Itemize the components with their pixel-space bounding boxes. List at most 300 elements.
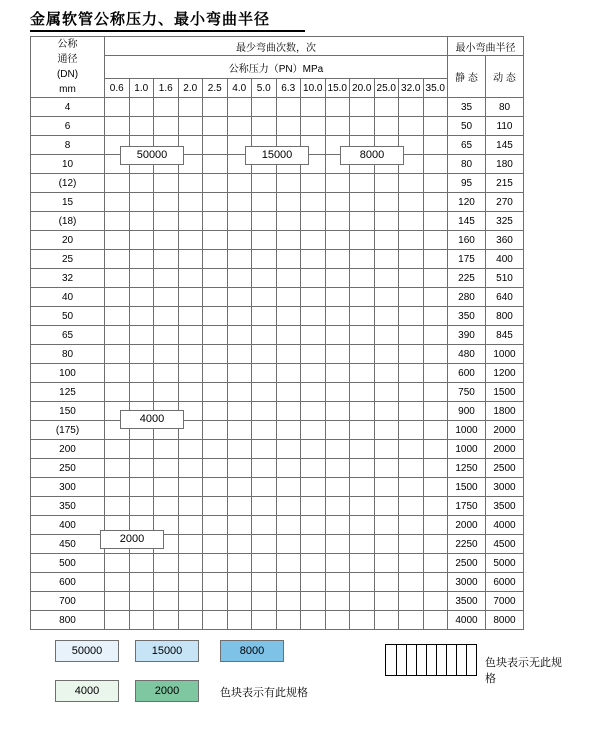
cell-radius-dynamic: 1200 xyxy=(486,364,524,383)
cell-pn-6.3 xyxy=(276,497,301,516)
cell-pn-2.0 xyxy=(178,117,203,136)
hatch-line xyxy=(466,645,467,675)
cell-pn-1.0 xyxy=(129,364,154,383)
cell-pn-2.0 xyxy=(178,193,203,212)
cell-pn-25.0 xyxy=(374,117,399,136)
cell-pn-6.3 xyxy=(276,117,301,136)
hatch-line xyxy=(406,645,407,675)
cell-pn-15.0 xyxy=(325,516,350,535)
cell-pn-6.3 xyxy=(276,440,301,459)
cell-pn-20.0 xyxy=(350,193,375,212)
cell-pn-0.6 xyxy=(105,554,130,573)
header-pn-15.0: 15.0 xyxy=(325,79,350,98)
cell-pn-2.5 xyxy=(203,117,228,136)
legend xyxy=(30,636,570,716)
cell-pn-5.0 xyxy=(252,592,277,611)
cell-pn-2.5 xyxy=(203,155,228,174)
cell-pn-2.5 xyxy=(203,193,228,212)
cell-pn-15.0 xyxy=(325,250,350,269)
hatch-line xyxy=(436,645,437,675)
cell-pn-32.0 xyxy=(399,421,424,440)
cell-pn-20.0 xyxy=(350,592,375,611)
cell-radius-dynamic: 510 xyxy=(486,269,524,288)
cell-pn-4.0 xyxy=(227,288,252,307)
cell-pn-10.0 xyxy=(301,193,326,212)
cell-pn-4.0 xyxy=(227,174,252,193)
cell-radius-static: 1000 xyxy=(448,440,486,459)
cell-pn-32.0 xyxy=(399,117,424,136)
cell-pn-10.0 xyxy=(301,383,326,402)
cell-pn-10.0 xyxy=(301,535,326,554)
cell-radius-static: 50 xyxy=(448,117,486,136)
cell-pn-32.0 xyxy=(399,174,424,193)
cell-pn-35.0 xyxy=(423,307,448,326)
cell-radius-dynamic: 325 xyxy=(486,212,524,231)
cell-pn-20.0 xyxy=(350,326,375,345)
cell-pn-2.5 xyxy=(203,402,228,421)
cell-pn-25.0 xyxy=(374,573,399,592)
cell-pn-15.0 xyxy=(325,193,350,212)
header-pn-2.5: 2.5 xyxy=(203,79,228,98)
cell-pn-1.0 xyxy=(129,440,154,459)
cell-pn-1.6 xyxy=(154,212,179,231)
cell-radius-static: 1750 xyxy=(448,497,486,516)
cell-dn: 300 xyxy=(31,478,105,497)
cell-pn-1.6 xyxy=(154,174,179,193)
cell-pn-25.0 xyxy=(374,345,399,364)
cell-pn-35.0 xyxy=(423,288,448,307)
cell-pn-6.3 xyxy=(276,402,301,421)
header-pn-10.0: 10.0 xyxy=(301,79,326,98)
cell-pn-15.0 xyxy=(325,345,350,364)
cell-pn-10.0 xyxy=(301,98,326,117)
cell-pn-15.0 xyxy=(325,383,350,402)
cell-pn-0.6 xyxy=(105,497,130,516)
cell-radius-dynamic: 8000 xyxy=(486,611,524,630)
cell-pn-5.0 xyxy=(252,440,277,459)
cell-pn-5.0 xyxy=(252,611,277,630)
cell-pn-20.0 xyxy=(350,364,375,383)
cell-pn-2.5 xyxy=(203,573,228,592)
cell-radius-dynamic: 6000 xyxy=(486,573,524,592)
cell-dn: 100 xyxy=(31,364,105,383)
cell-pn-1.0 xyxy=(129,497,154,516)
cell-pn-5.0 xyxy=(252,573,277,592)
cell-pn-20.0 xyxy=(350,98,375,117)
cell-pn-10.0 xyxy=(301,497,326,516)
cell-dn: 8 xyxy=(31,136,105,155)
cell-pn-2.0 xyxy=(178,250,203,269)
cell-pn-0.6 xyxy=(105,573,130,592)
cell-pn-20.0 xyxy=(350,345,375,364)
cell-pn-6.3 xyxy=(276,307,301,326)
cell-pn-15.0 xyxy=(325,269,350,288)
cell-pn-1.0 xyxy=(129,117,154,136)
table-header xyxy=(31,37,524,98)
cell-pn-5.0 xyxy=(252,364,277,383)
cell-pn-2.5 xyxy=(203,497,228,516)
cell-pn-0.6 xyxy=(105,288,130,307)
table-row xyxy=(31,459,524,478)
cell-pn-4.0 xyxy=(227,421,252,440)
cell-pn-25.0 xyxy=(374,611,399,630)
cell-radius-static: 3000 xyxy=(448,573,486,592)
cell-pn-0.6 xyxy=(105,440,130,459)
cell-pn-25.0 xyxy=(374,592,399,611)
cell-pn-5.0 xyxy=(252,250,277,269)
table-row xyxy=(31,193,524,212)
cell-pn-1.0 xyxy=(129,326,154,345)
cell-radius-static: 225 xyxy=(448,269,486,288)
cell-pn-32.0 xyxy=(399,231,424,250)
cell-pn-0.6 xyxy=(105,611,130,630)
cell-pn-15.0 xyxy=(325,478,350,497)
cell-pn-4.0 xyxy=(227,611,252,630)
cell-pn-1.0 xyxy=(129,98,154,117)
cell-pn-20.0 xyxy=(350,535,375,554)
cell-radius-static: 80 xyxy=(448,155,486,174)
cell-pn-6.3 xyxy=(276,193,301,212)
cell-pn-2.0 xyxy=(178,326,203,345)
cell-pn-5.0 xyxy=(252,307,277,326)
cell-radius-dynamic: 640 xyxy=(486,288,524,307)
cell-dn: 40 xyxy=(31,288,105,307)
cell-pn-32.0 xyxy=(399,98,424,117)
cell-pn-25.0 xyxy=(374,307,399,326)
table-row xyxy=(31,212,524,231)
cell-pn-25.0 xyxy=(374,497,399,516)
cell-dn: 500 xyxy=(31,554,105,573)
cell-pn-15.0 xyxy=(325,364,350,383)
cell-pn-32.0 xyxy=(399,364,424,383)
cell-radius-static: 120 xyxy=(448,193,486,212)
cell-pn-2.5 xyxy=(203,592,228,611)
cell-pn-5.0 xyxy=(252,478,277,497)
cell-pn-0.6 xyxy=(105,250,130,269)
cell-dn: 80 xyxy=(31,345,105,364)
cell-pn-5.0 xyxy=(252,98,277,117)
cell-radius-dynamic: 4000 xyxy=(486,516,524,535)
table-row xyxy=(31,174,524,193)
cell-pn-4.0 xyxy=(227,592,252,611)
cell-pn-2.5 xyxy=(203,516,228,535)
cell-pn-2.0 xyxy=(178,269,203,288)
legend-item-50000: 50000 xyxy=(55,640,119,662)
cell-pn-1.6 xyxy=(154,345,179,364)
cell-pn-6.3 xyxy=(276,326,301,345)
cell-radius-dynamic: 400 xyxy=(486,250,524,269)
cell-pn-1.0 xyxy=(129,231,154,250)
cell-pn-32.0 xyxy=(399,573,424,592)
cell-pn-6.3 xyxy=(276,535,301,554)
cell-pn-2.0 xyxy=(178,497,203,516)
cell-pn-10.0 xyxy=(301,364,326,383)
cell-pn-10.0 xyxy=(301,459,326,478)
table-row xyxy=(31,592,524,611)
cell-pn-2.5 xyxy=(203,212,228,231)
cell-radius-dynamic: 4500 xyxy=(486,535,524,554)
cell-pn-15.0 xyxy=(325,535,350,554)
cell-pn-2.0 xyxy=(178,478,203,497)
cell-pn-5.0 xyxy=(252,459,277,478)
cell-pn-20.0 xyxy=(350,288,375,307)
cell-pn-20.0 xyxy=(350,117,375,136)
cell-pn-6.3 xyxy=(276,345,301,364)
cell-pn-10.0 xyxy=(301,231,326,250)
table-row xyxy=(31,497,524,516)
cell-dn: 50 xyxy=(31,307,105,326)
cell-radius-static: 1250 xyxy=(448,459,486,478)
header-pn-2.0: 2.0 xyxy=(178,79,203,98)
cell-pn-15.0 xyxy=(325,174,350,193)
header-pressure: 公称压力（PN）MPa xyxy=(105,56,448,79)
cell-pn-6.3 xyxy=(276,98,301,117)
cell-pn-2.5 xyxy=(203,231,228,250)
cell-pn-5.0 xyxy=(252,421,277,440)
cell-pn-35.0 xyxy=(423,326,448,345)
cell-pn-2.5 xyxy=(203,459,228,478)
cell-pn-32.0 xyxy=(399,307,424,326)
header-pn-1.0: 1.0 xyxy=(129,79,154,98)
cell-pn-4.0 xyxy=(227,231,252,250)
cell-pn-0.6 xyxy=(105,459,130,478)
cell-pn-5.0 xyxy=(252,497,277,516)
table-row xyxy=(31,307,524,326)
cell-pn-5.0 xyxy=(252,326,277,345)
cell-dn: 250 xyxy=(31,459,105,478)
table-body xyxy=(31,98,524,630)
cell-pn-1.0 xyxy=(129,592,154,611)
cell-pn-35.0 xyxy=(423,383,448,402)
cell-pn-0.6 xyxy=(105,269,130,288)
cell-pn-2.5 xyxy=(203,307,228,326)
cell-pn-1.6 xyxy=(154,326,179,345)
cell-pn-1.0 xyxy=(129,554,154,573)
cell-pn-5.0 xyxy=(252,231,277,250)
table-row xyxy=(31,402,524,421)
cell-pn-35.0 xyxy=(423,421,448,440)
cell-pn-35.0 xyxy=(423,98,448,117)
cell-radius-static: 95 xyxy=(448,174,486,193)
cell-pn-20.0 xyxy=(350,212,375,231)
cell-radius-static: 65 xyxy=(448,136,486,155)
table-row xyxy=(31,269,524,288)
cell-pn-10.0 xyxy=(301,440,326,459)
header-pn-5.0: 5.0 xyxy=(252,79,277,98)
cell-pn-10.0 xyxy=(301,573,326,592)
cell-pn-1.6 xyxy=(154,573,179,592)
table-row xyxy=(31,98,524,117)
cell-pn-2.5 xyxy=(203,174,228,193)
cell-pn-0.6 xyxy=(105,364,130,383)
cell-pn-32.0 xyxy=(399,345,424,364)
cell-pn-35.0 xyxy=(423,345,448,364)
cell-pn-10.0 xyxy=(301,345,326,364)
cell-pn-32.0 xyxy=(399,326,424,345)
cell-pn-32.0 xyxy=(399,212,424,231)
legend-note-has-spec: 色块表示有此规格 xyxy=(220,687,308,699)
header-dn xyxy=(31,37,105,98)
cell-pn-25.0 xyxy=(374,231,399,250)
cell-pn-4.0 xyxy=(227,193,252,212)
legend-item-4000: 4000 xyxy=(55,680,119,702)
cell-pn-25.0 xyxy=(374,364,399,383)
cell-pn-10.0 xyxy=(301,326,326,345)
cell-dn: (175) xyxy=(31,421,105,440)
cell-pn-1.0 xyxy=(129,174,154,193)
cell-pn-25.0 xyxy=(374,478,399,497)
cell-dn: 20 xyxy=(31,231,105,250)
header-pn-20.0: 20.0 xyxy=(350,79,375,98)
cell-pn-20.0 xyxy=(350,383,375,402)
cell-dn: (18) xyxy=(31,212,105,231)
cell-pn-20.0 xyxy=(350,516,375,535)
cell-pn-1.0 xyxy=(129,269,154,288)
cell-pn-4.0 xyxy=(227,345,252,364)
table-row xyxy=(31,383,524,402)
cell-pn-4.0 xyxy=(227,402,252,421)
cell-pn-6.3 xyxy=(276,421,301,440)
cell-pn-35.0 xyxy=(423,364,448,383)
cell-pn-1.0 xyxy=(129,212,154,231)
cell-pn-0.6 xyxy=(105,345,130,364)
cell-pn-25.0 xyxy=(374,212,399,231)
cell-pn-10.0 xyxy=(301,421,326,440)
cell-pn-15.0 xyxy=(325,421,350,440)
cell-pn-32.0 xyxy=(399,497,424,516)
cell-pn-20.0 xyxy=(350,421,375,440)
cell-pn-2.0 xyxy=(178,535,203,554)
cell-pn-1.6 xyxy=(154,478,179,497)
cell-pn-1.6 xyxy=(154,231,179,250)
hatch-line xyxy=(396,645,397,675)
cell-pn-25.0 xyxy=(374,554,399,573)
cell-pn-1.6 xyxy=(154,307,179,326)
cell-radius-dynamic: 215 xyxy=(486,174,524,193)
cell-radius-dynamic: 270 xyxy=(486,193,524,212)
cell-pn-1.0 xyxy=(129,573,154,592)
cell-pn-35.0 xyxy=(423,478,448,497)
cell-pn-25.0 xyxy=(374,326,399,345)
table-row xyxy=(31,440,524,459)
cell-pn-25.0 xyxy=(374,535,399,554)
cell-pn-0.6 xyxy=(105,307,130,326)
cell-pn-0.6 xyxy=(105,212,130,231)
cell-pn-2.5 xyxy=(203,250,228,269)
page-title: 金属软管公称压力、最小弯曲半径 xyxy=(30,10,271,28)
cell-pn-4.0 xyxy=(227,212,252,231)
table-row xyxy=(31,288,524,307)
table-row xyxy=(31,231,524,250)
cell-pn-20.0 xyxy=(350,174,375,193)
cell-pn-2.0 xyxy=(178,288,203,307)
cell-pn-32.0 xyxy=(399,554,424,573)
cell-pn-20.0 xyxy=(350,611,375,630)
cell-pn-2.0 xyxy=(178,364,203,383)
cell-pn-20.0 xyxy=(350,250,375,269)
cell-pn-35.0 xyxy=(423,136,448,155)
cell-radius-static: 600 xyxy=(448,364,486,383)
cell-pn-2.0 xyxy=(178,611,203,630)
cell-dn: 200 xyxy=(31,440,105,459)
cell-radius-dynamic: 7000 xyxy=(486,592,524,611)
cell-pn-2.5 xyxy=(203,421,228,440)
cell-pn-4.0 xyxy=(227,554,252,573)
cell-pn-10.0 xyxy=(301,250,326,269)
cell-pn-1.6 xyxy=(154,288,179,307)
cell-dn: 10 xyxy=(31,155,105,174)
cell-pn-35.0 xyxy=(423,193,448,212)
cell-pn-1.6 xyxy=(154,250,179,269)
cell-pn-35.0 xyxy=(423,269,448,288)
cell-pn-25.0 xyxy=(374,193,399,212)
cell-pn-4.0 xyxy=(227,535,252,554)
cell-pn-15.0 xyxy=(325,98,350,117)
hatch-line xyxy=(446,645,447,675)
cell-pn-5.0 xyxy=(252,117,277,136)
cell-pn-1.0 xyxy=(129,459,154,478)
cell-pn-6.3 xyxy=(276,611,301,630)
cell-pn-35.0 xyxy=(423,497,448,516)
cell-pn-20.0 xyxy=(350,554,375,573)
cell-pn-1.0 xyxy=(129,307,154,326)
header-row-1 xyxy=(31,37,524,56)
cell-pn-35.0 xyxy=(423,516,448,535)
cell-pn-5.0 xyxy=(252,345,277,364)
cell-pn-1.6 xyxy=(154,193,179,212)
cell-pn-4.0 xyxy=(227,478,252,497)
cell-pn-0.6 xyxy=(105,98,130,117)
cell-pn-10.0 xyxy=(301,212,326,231)
cell-pn-1.6 xyxy=(154,592,179,611)
cell-pn-2.5 xyxy=(203,326,228,345)
cell-pn-2.0 xyxy=(178,231,203,250)
cell-pn-32.0 xyxy=(399,288,424,307)
hatch-line xyxy=(416,645,417,675)
cell-pn-0.6 xyxy=(105,326,130,345)
cell-dn: 450 xyxy=(31,535,105,554)
cell-pn-20.0 xyxy=(350,478,375,497)
cell-pn-2.0 xyxy=(178,554,203,573)
cell-pn-0.6 xyxy=(105,193,130,212)
cell-dn: 700 xyxy=(31,592,105,611)
cell-pn-0.6 xyxy=(105,231,130,250)
cell-pn-2.5 xyxy=(203,611,228,630)
cell-pn-10.0 xyxy=(301,269,326,288)
cell-pn-1.0 xyxy=(129,478,154,497)
cell-pn-15.0 xyxy=(325,611,350,630)
cell-pn-6.3 xyxy=(276,516,301,535)
cell-pn-0.6 xyxy=(105,478,130,497)
cell-dn: (12) xyxy=(31,174,105,193)
cell-radius-static: 2250 xyxy=(448,535,486,554)
cell-pn-35.0 xyxy=(423,174,448,193)
cell-pn-35.0 xyxy=(423,573,448,592)
cell-pn-10.0 xyxy=(301,174,326,193)
cell-dn: 600 xyxy=(31,573,105,592)
cell-pn-2.0 xyxy=(178,573,203,592)
cell-pn-32.0 xyxy=(399,611,424,630)
cell-pn-20.0 xyxy=(350,307,375,326)
cell-radius-static: 3500 xyxy=(448,592,486,611)
cell-radius-dynamic: 180 xyxy=(486,155,524,174)
legend-note-no-spec: 色块表示无此规格 xyxy=(485,657,562,685)
hatch-line xyxy=(456,645,457,675)
cell-dn: 15 xyxy=(31,193,105,212)
legend-item-8000: 8000 xyxy=(220,640,284,662)
cell-pn-10.0 xyxy=(301,516,326,535)
cell-radius-dynamic: 80 xyxy=(486,98,524,117)
